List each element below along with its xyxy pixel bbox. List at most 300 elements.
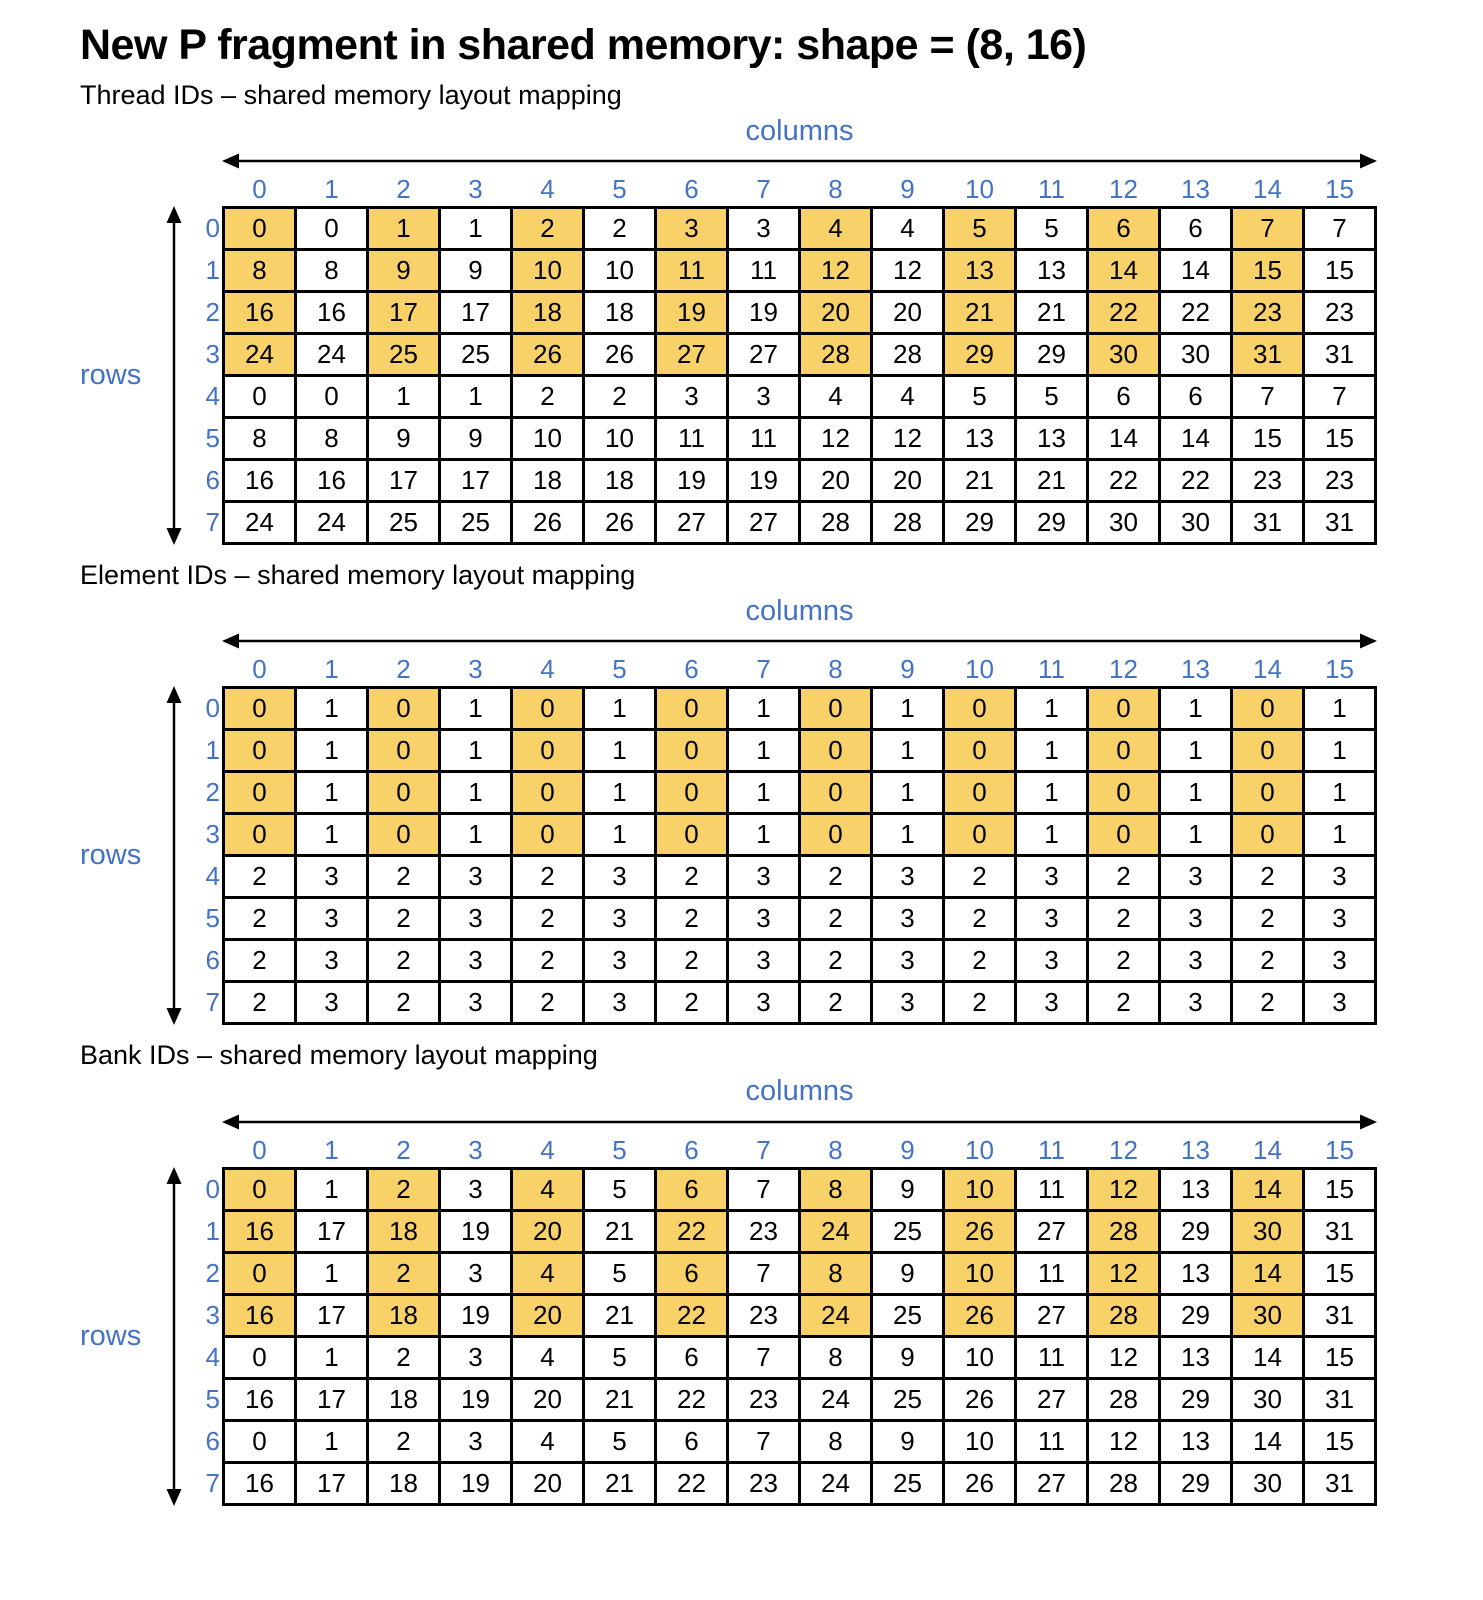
cell: 2: [801, 899, 870, 938]
cell: 19: [729, 293, 798, 332]
cell: 2: [1089, 899, 1158, 938]
row-header: 4: [205, 861, 220, 892]
cell: 2: [657, 857, 726, 896]
cell: 19: [441, 1380, 510, 1419]
cell: 16: [225, 1464, 294, 1503]
cell: 2: [369, 983, 438, 1022]
cell: 8: [297, 251, 366, 290]
cell: 30: [1161, 503, 1230, 542]
cell: 3: [657, 209, 726, 248]
cell: 2: [1233, 857, 1302, 896]
cell: 16: [225, 1212, 294, 1251]
cell: 17: [297, 1212, 366, 1251]
cell: 0: [1089, 689, 1158, 728]
cell: 3: [585, 899, 654, 938]
cell: 22: [1089, 461, 1158, 500]
cell: 5: [945, 209, 1014, 248]
columns-label: columns: [745, 1075, 854, 1108]
col-header: 11: [1038, 174, 1065, 205]
cell: 7: [729, 1254, 798, 1293]
cell: 23: [1305, 461, 1374, 500]
cell: 20: [873, 293, 942, 332]
col-header: 5: [612, 654, 627, 685]
grid: [222, 686, 1377, 1025]
cell: 24: [297, 503, 366, 542]
col-header: 15: [1325, 1134, 1354, 1165]
columns-header-stack: [222, 1075, 1377, 1166]
cell: 17: [369, 461, 438, 500]
columns-label: columns: [745, 595, 854, 628]
cell: 8: [801, 1338, 870, 1377]
cell: 1: [1305, 731, 1374, 770]
cell: 22: [657, 1380, 726, 1419]
cell: 1: [441, 815, 510, 854]
cell: 10: [945, 1254, 1014, 1293]
cell: 7: [1305, 209, 1374, 248]
cell: 2: [369, 1170, 438, 1209]
cell: 17: [369, 293, 438, 332]
cell: 27: [1017, 1380, 1086, 1419]
cell: 27: [1017, 1296, 1086, 1335]
cell: 18: [513, 293, 582, 332]
cell: 3: [1017, 857, 1086, 896]
cell: 2: [369, 899, 438, 938]
cell: 3: [441, 857, 510, 896]
cell: 2: [801, 983, 870, 1022]
col-header: 0: [252, 1134, 267, 1165]
col-headers: [222, 172, 1377, 206]
cell: 13: [1017, 251, 1086, 290]
cell: 23: [1305, 293, 1374, 332]
col-header: 7: [756, 1134, 771, 1165]
cell: 2: [945, 941, 1014, 980]
cell: 28: [1089, 1296, 1158, 1335]
cell: 7: [729, 1422, 798, 1461]
cell: 2: [1233, 941, 1302, 980]
columns-header-stack: [222, 115, 1377, 206]
cell: 0: [1233, 731, 1302, 770]
row-header: 7: [205, 987, 220, 1018]
cell: 1: [1161, 815, 1230, 854]
cell: 3: [441, 1170, 510, 1209]
col-header: 2: [396, 174, 411, 205]
cell: 19: [441, 1296, 510, 1335]
cell: 0: [225, 689, 294, 728]
cell: 0: [225, 731, 294, 770]
cell: 28: [1089, 1212, 1158, 1251]
cell: 17: [441, 461, 510, 500]
col-header: 15: [1325, 174, 1354, 205]
cell: 2: [513, 983, 582, 1022]
cell: 1: [1017, 689, 1086, 728]
cell: 18: [585, 293, 654, 332]
cell: 22: [1089, 293, 1158, 332]
cell: 27: [657, 503, 726, 542]
cell: 0: [369, 773, 438, 812]
cell: 4: [873, 209, 942, 248]
cell: 1: [1161, 773, 1230, 812]
cell: 14: [1089, 419, 1158, 458]
cell: 19: [657, 461, 726, 500]
col-header: 10: [965, 1134, 994, 1165]
cell: 1: [297, 1170, 366, 1209]
col-header: 1: [324, 1134, 339, 1165]
cell: 23: [729, 1212, 798, 1251]
cell: 15: [1305, 1338, 1374, 1377]
col-header: 14: [1253, 654, 1282, 685]
row-header: 3: [205, 1299, 220, 1330]
cell: 1: [585, 731, 654, 770]
cell: 1: [1161, 731, 1230, 770]
cell: 23: [1233, 461, 1302, 500]
cell: 17: [441, 293, 510, 332]
cell: 3: [1305, 899, 1374, 938]
cell: 0: [801, 815, 870, 854]
cell: 11: [1017, 1170, 1086, 1209]
cell: 15: [1305, 419, 1374, 458]
cell: 1: [1017, 731, 1086, 770]
cell: 12: [1089, 1338, 1158, 1377]
cell: 25: [441, 503, 510, 542]
col-header: 3: [468, 654, 483, 685]
cell: 2: [513, 857, 582, 896]
cell: 28: [873, 335, 942, 374]
cell: 2: [1089, 941, 1158, 980]
table-layout: [80, 115, 1483, 545]
cell: 1: [1017, 815, 1086, 854]
cell: 28: [801, 503, 870, 542]
col-header: 9: [900, 654, 915, 685]
cell: 1: [369, 209, 438, 248]
col-header: 9: [900, 1134, 915, 1165]
cell: 3: [585, 941, 654, 980]
cell: 0: [945, 689, 1014, 728]
col-header: 8: [828, 174, 843, 205]
cell: 18: [369, 1212, 438, 1251]
cell: 3: [585, 983, 654, 1022]
cell: 11: [729, 419, 798, 458]
col-header: 13: [1181, 174, 1210, 205]
rows-label: rows: [80, 1319, 142, 1352]
cell: 2: [369, 941, 438, 980]
cell: 26: [945, 1464, 1014, 1503]
section-thread-ids: [80, 79, 1483, 545]
col-header: 6: [684, 654, 699, 685]
row-header: 3: [205, 339, 220, 370]
cell: 23: [729, 1296, 798, 1335]
cell: 13: [945, 251, 1014, 290]
cell: 3: [441, 1254, 510, 1293]
cell: 0: [657, 815, 726, 854]
cell: 27: [729, 503, 798, 542]
cell: 3: [873, 983, 942, 1022]
cell: 1: [1017, 773, 1086, 812]
cell: 9: [369, 251, 438, 290]
cell: 31: [1233, 335, 1302, 374]
cell: 12: [873, 419, 942, 458]
cell: 21: [585, 1464, 654, 1503]
cell: 30: [1233, 1380, 1302, 1419]
cell: 31: [1305, 1296, 1374, 1335]
cell: 3: [297, 899, 366, 938]
cell: 5: [585, 1254, 654, 1293]
cell: 1: [297, 689, 366, 728]
col-header: 7: [756, 174, 771, 205]
cell: 9: [369, 419, 438, 458]
cell: 20: [513, 1464, 582, 1503]
cell: 1: [297, 1254, 366, 1293]
cell: 24: [801, 1380, 870, 1419]
col-header: 12: [1109, 1134, 1138, 1165]
cell: 6: [1161, 209, 1230, 248]
col-headers: [222, 652, 1377, 686]
cell: 6: [1089, 377, 1158, 416]
cell: 0: [369, 815, 438, 854]
cell: 11: [1017, 1254, 1086, 1293]
cell: 0: [1233, 689, 1302, 728]
row-header: 2: [205, 777, 220, 808]
cell: 20: [801, 461, 870, 500]
cell: 3: [873, 857, 942, 896]
cell: 2: [369, 1254, 438, 1293]
cell: 3: [1017, 983, 1086, 1022]
cell: 3: [729, 983, 798, 1022]
cell: 1: [1161, 689, 1230, 728]
cell: 2: [801, 857, 870, 896]
cell: 24: [225, 503, 294, 542]
cell: 1: [297, 731, 366, 770]
cell: 11: [657, 419, 726, 458]
cell: 5: [585, 1170, 654, 1209]
cell: 0: [369, 731, 438, 770]
cell: 0: [225, 1338, 294, 1377]
cell: 8: [225, 251, 294, 290]
cell: 2: [945, 857, 1014, 896]
cell: 5: [945, 377, 1014, 416]
cell: 0: [1089, 731, 1158, 770]
cell: 27: [1017, 1212, 1086, 1251]
cell: 4: [801, 209, 870, 248]
section-element-ids: [80, 559, 1483, 1025]
row-header: 4: [205, 381, 220, 412]
cell: 3: [1305, 983, 1374, 1022]
cell: 25: [873, 1296, 942, 1335]
cell: 3: [1161, 857, 1230, 896]
row-header: 5: [205, 423, 220, 454]
cell: 13: [1161, 1170, 1230, 1209]
cell: 31: [1305, 1464, 1374, 1503]
cell: 2: [1089, 983, 1158, 1022]
cell: 12: [801, 419, 870, 458]
cell: 26: [585, 335, 654, 374]
cell: 10: [945, 1422, 1014, 1461]
cell: 21: [585, 1212, 654, 1251]
cell: 1: [729, 773, 798, 812]
cell: 16: [225, 461, 294, 500]
cell: 19: [657, 293, 726, 332]
col-header: 3: [468, 174, 483, 205]
cell: 2: [945, 899, 1014, 938]
cell: 18: [369, 1380, 438, 1419]
cell: 6: [1089, 209, 1158, 248]
cell: 21: [945, 461, 1014, 500]
cell: 14: [1233, 1254, 1302, 1293]
table-heading: Thread IDs – shared memory layout mapping: [80, 80, 622, 111]
cell: 10: [945, 1170, 1014, 1209]
cell: 21: [1017, 293, 1086, 332]
cell: 2: [657, 983, 726, 1022]
cell: 3: [873, 899, 942, 938]
cell: 0: [225, 209, 294, 248]
cell: 3: [297, 983, 366, 1022]
cell: 17: [297, 1380, 366, 1419]
cell: 0: [1089, 815, 1158, 854]
cell: 23: [1233, 293, 1302, 332]
col-header: 14: [1253, 174, 1282, 205]
cell: 1: [1305, 773, 1374, 812]
cell: 28: [801, 335, 870, 374]
col-header: 1: [324, 174, 339, 205]
cell: 28: [1089, 1380, 1158, 1419]
cell: 31: [1305, 503, 1374, 542]
cell: 29: [1161, 1464, 1230, 1503]
cell: 30: [1089, 503, 1158, 542]
cell: 21: [585, 1380, 654, 1419]
row-header: 2: [205, 297, 220, 328]
cell: 0: [801, 773, 870, 812]
cell: 9: [441, 251, 510, 290]
cell: 2: [945, 983, 1014, 1022]
row-headers: [192, 206, 222, 545]
cell: 22: [657, 1464, 726, 1503]
cell: 2: [513, 899, 582, 938]
cell: 10: [585, 251, 654, 290]
cell: 1: [729, 731, 798, 770]
cell: 8: [801, 1170, 870, 1209]
columns-label: columns: [745, 115, 854, 148]
cell: 28: [1089, 1464, 1158, 1503]
cell: 15: [1305, 1254, 1374, 1293]
cell: 1: [297, 773, 366, 812]
cell: 2: [369, 1338, 438, 1377]
cell: 29: [1161, 1212, 1230, 1251]
cell: 26: [513, 335, 582, 374]
cell: 26: [585, 503, 654, 542]
row-header: 5: [205, 903, 220, 934]
cell: 18: [513, 461, 582, 500]
cell: 19: [729, 461, 798, 500]
cell: 1: [369, 377, 438, 416]
cell: 4: [513, 1170, 582, 1209]
cell: 0: [1089, 773, 1158, 812]
cell: 0: [801, 689, 870, 728]
cell: 3: [297, 941, 366, 980]
cell: 0: [225, 773, 294, 812]
row-header: 6: [205, 465, 220, 496]
cell: 24: [801, 1464, 870, 1503]
cell: 0: [225, 815, 294, 854]
cell: 21: [945, 293, 1014, 332]
cell: 2: [513, 377, 582, 416]
cell: 13: [1017, 419, 1086, 458]
cell: 16: [225, 293, 294, 332]
cell: 7: [729, 1338, 798, 1377]
rows-arrow-icon: [156, 1167, 192, 1506]
cell: 15: [1305, 251, 1374, 290]
cell: 20: [873, 461, 942, 500]
cell: 20: [801, 293, 870, 332]
rows-header-stack: [80, 206, 222, 545]
cell: 3: [729, 857, 798, 896]
cell: 1: [297, 1422, 366, 1461]
cell: 29: [1017, 335, 1086, 374]
cell: 1: [441, 209, 510, 248]
cell: 11: [1017, 1422, 1086, 1461]
cell: 14: [1161, 251, 1230, 290]
col-header: 5: [612, 174, 627, 205]
cell: 11: [657, 251, 726, 290]
row-headers: [192, 1167, 222, 1506]
cell: 29: [1017, 503, 1086, 542]
col-header: 11: [1038, 654, 1065, 685]
cell: 11: [729, 251, 798, 290]
cell: 1: [585, 773, 654, 812]
cell: 27: [729, 335, 798, 374]
cell: 3: [585, 857, 654, 896]
cell: 3: [441, 1422, 510, 1461]
cell: 3: [297, 857, 366, 896]
cell: 22: [657, 1212, 726, 1251]
cell: 0: [513, 689, 582, 728]
row-header: 0: [205, 1173, 220, 1204]
cell: 1: [729, 815, 798, 854]
cell: 8: [801, 1254, 870, 1293]
cell: 0: [513, 731, 582, 770]
cell: 0: [297, 209, 366, 248]
columns-header-stack: [222, 595, 1377, 686]
rows-label: rows: [80, 359, 142, 392]
cell: 25: [369, 335, 438, 374]
cell: 19: [441, 1464, 510, 1503]
cell: 9: [873, 1170, 942, 1209]
cell: 2: [657, 899, 726, 938]
col-header: 12: [1109, 174, 1138, 205]
cell: 31: [1233, 503, 1302, 542]
cell: 17: [297, 1464, 366, 1503]
cell: 2: [369, 1422, 438, 1461]
col-header: 7: [756, 654, 771, 685]
cell: 18: [369, 1464, 438, 1503]
col-header: 10: [965, 174, 994, 205]
cell: 2: [225, 941, 294, 980]
cell: 22: [1161, 461, 1230, 500]
cell: 6: [657, 1170, 726, 1209]
row-headers: [192, 686, 222, 1025]
cell: 7: [1305, 377, 1374, 416]
cell: 3: [1161, 899, 1230, 938]
cell: 7: [1233, 377, 1302, 416]
cell: 31: [1305, 1212, 1374, 1251]
cell: 0: [945, 773, 1014, 812]
col-header: 4: [540, 1134, 555, 1165]
rows-header-stack: [80, 1167, 222, 1506]
cell: 5: [585, 1422, 654, 1461]
page-title: New P fragment in shared memory: shape = (8, 16): [80, 21, 1087, 69]
cell: 10: [513, 419, 582, 458]
cell: 25: [873, 1212, 942, 1251]
cell: 1: [441, 377, 510, 416]
cell: 6: [657, 1422, 726, 1461]
